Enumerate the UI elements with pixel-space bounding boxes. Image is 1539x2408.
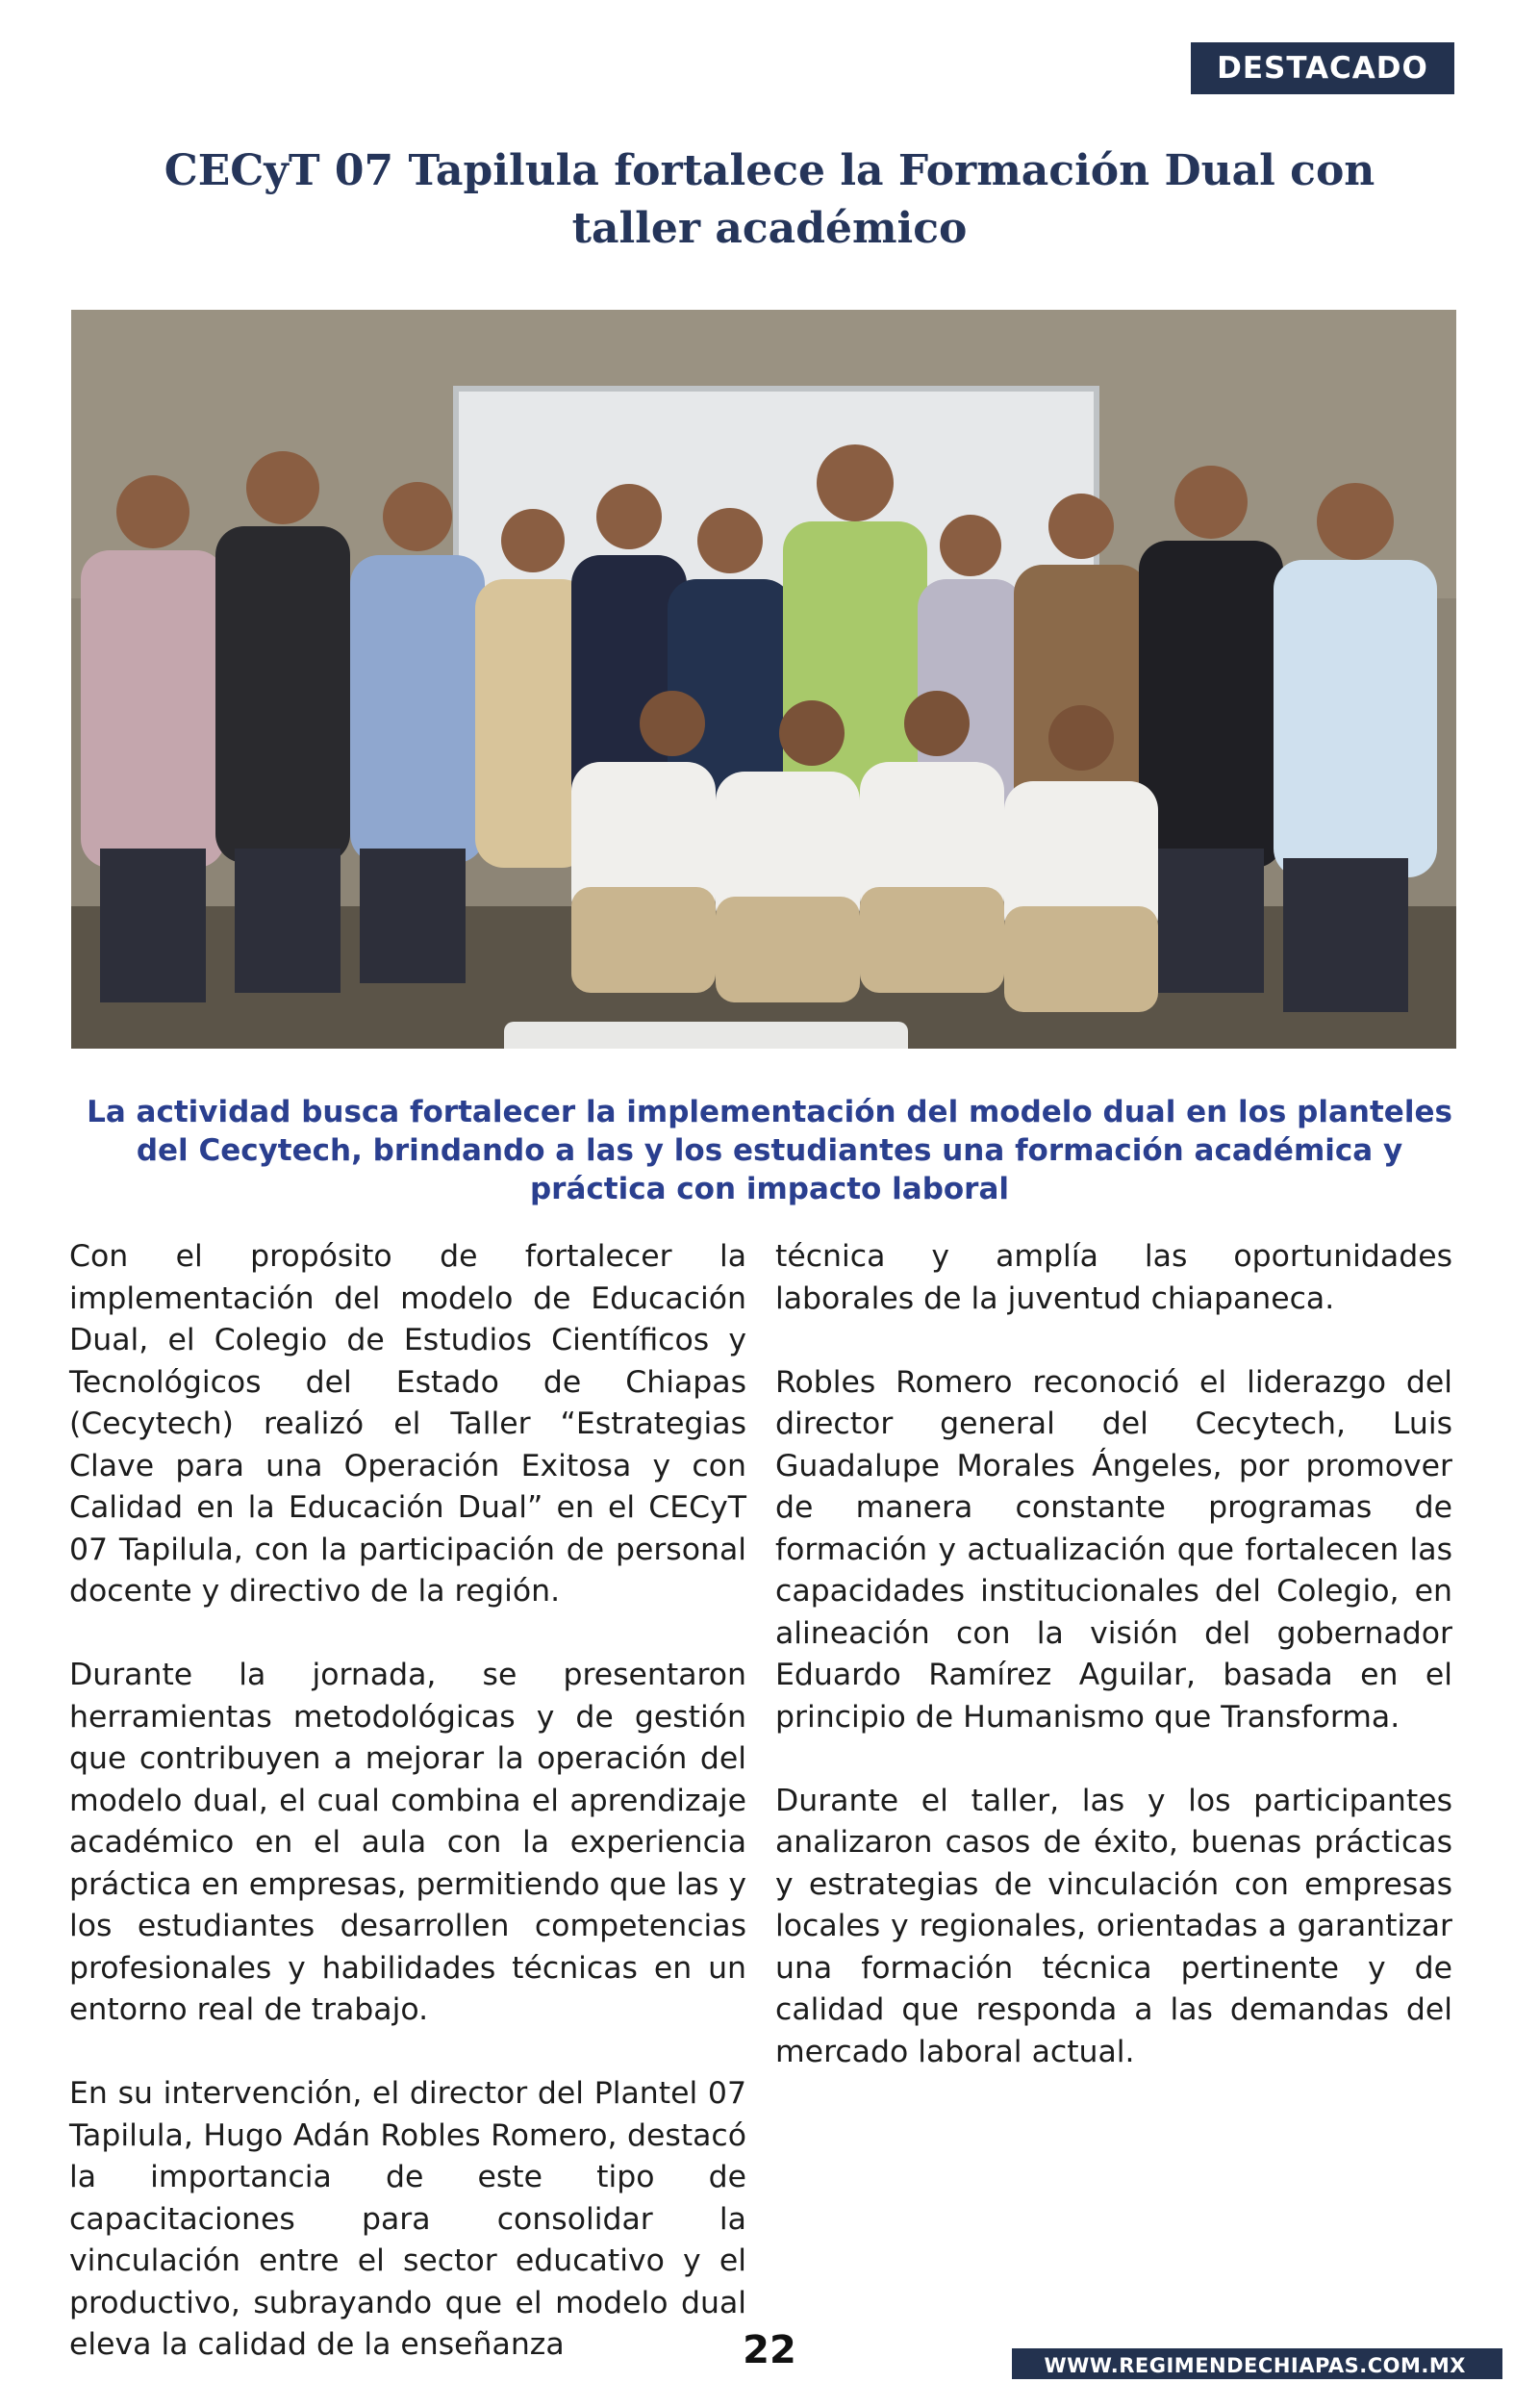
article-column-right <box>775 1236 1452 2116</box>
group-photo <box>71 310 1456 1049</box>
section-tag: DESTACADO <box>1191 42 1454 94</box>
people-front-row <box>571 762 1158 1012</box>
article-column-left <box>69 1236 746 2408</box>
page-number: 22 <box>743 2328 796 2372</box>
paragraph: técnica y amplía las oportunidades laborales de la juventud chiapaneca. <box>775 1239 1452 1316</box>
website-link[interactable]: WWW.REGIMENDECHIAPAS.COM.MX <box>1012 2348 1502 2379</box>
paragraph: Con el propósito de fortalecer la implementación del modelo de Educación Dual, el Colegio de Estudios Científicos y Tecnológicos del Estado de Chiapas (Cecytech) realizó el Taller “Estrategias Clave para una Operación Exitosa y con Calidad en la Educación Dual” en el CECyT 07 Tapilula, con la participación de personal docente y directivo de la región. <box>69 1239 746 1609</box>
paragraph: Durante la jornada, se presentaron herramientas metodológicas y de gestión que contribuyen a mejorar la operación del modelo dual, el cual combina el aprendizaje académico en el aula con la experiencia práctica en empresas, permitiendo que las y los estudiantes desarrollen competencias profesionales y habilidades técnicas en un entorno real de trabajo. <box>69 1658 746 2027</box>
paragraph: Robles Romero reconoció el liderazgo del director general del Cecytech, Luis Guadalupe Morales Ángeles, por promover de manera constante programas de formación y actualización que fortalecen las capacidades institucionales del Colegio, en alineación con la visión del gobernador Eduardo Ramírez Aguilar, basada en el principio de Humanismo que Transforma. <box>775 1364 1452 1735</box>
article-subtitle: La actividad busca fortalecer la implementación del modelo dual en los planteles del Cecytech, brindando a las y los estudiantes una formación académica y práctica con impacto laboral <box>87 1095 1452 1206</box>
paragraph: En su intervención, el director del Plantel 07 Tapilula, Hugo Adán Robles Romero, destacó la importancia de este tipo de capacitaciones para consolidar la vinculación entre el sector educativo y el productivo, subrayando que el modelo dual eleva la calidad de la enseñanza <box>69 2076 746 2362</box>
group-photo-illustration <box>71 310 1456 1049</box>
article-title: CECyT 07 Tapilula fortalece la Formación Dual con taller académico <box>164 146 1375 253</box>
paragraph: Durante el taller, las y los participantes analizaron casos de éxito, buenas prácticas y estrategias de vinculación con empresas locales y regionales, orientadas a garantizar una formación técnica pertinente y de calidad que responda a las demandas del mercado laboral actual. <box>775 1783 1452 2069</box>
